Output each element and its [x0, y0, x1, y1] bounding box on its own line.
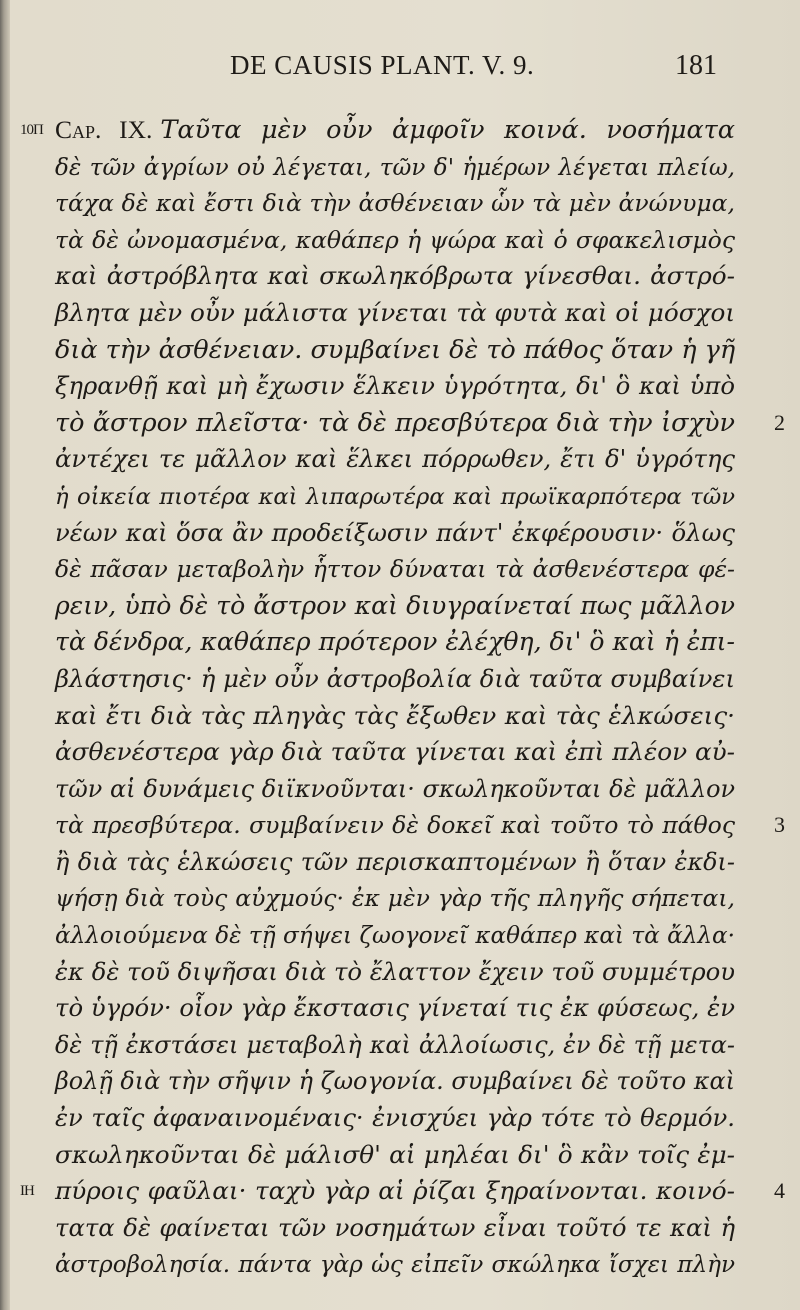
line-text: τὰ πρεσβύτερα. συμβαίνειν δὲ δοκεῖ καὶ τοῦτο τὸ πάθος	[55, 811, 735, 840]
line-text: ἀλλοιούμενα δὲ τῇ σήψει ζωογονεῖ καθάπερ καὶ τὰ ἄλλα·	[55, 923, 735, 950]
text-line	[55, 405, 785, 442]
line-text: τὰ δὲ ὠνομασμένα, καθάπερ ἡ ψώρα καὶ ὁ σφακελισμὸς	[55, 225, 735, 254]
line-text: ψήσῃ διὰ τοὺς αὐχμούς· ἐκ μὲν γὰρ τῆς πληγῆς σήπεται,	[55, 884, 735, 913]
text-line	[55, 880, 735, 917]
text-line	[55, 807, 785, 844]
line-text: ἡ οἰκεία πιοτέρα καὶ λιπαρωτέρα καὶ πρωϊκαρπότερα τῶν	[55, 483, 735, 510]
text-line	[55, 734, 735, 771]
line-text: Ταῦτα μὲν οὖν ἀμφοῖν κοινά. νοσήματα	[160, 115, 735, 145]
text-line	[55, 661, 735, 698]
line-text: ἀντέχει τε μᾶλλον καὶ ἕλκει πόρρωθεν, ἔτι δ' ὑγρότης	[55, 444, 735, 474]
text-line	[55, 1210, 735, 1247]
line-text: ρειν, ὑπὸ δὲ τὸ ἄστρον καὶ διυγραίνεταί πως μᾶλλον	[55, 590, 735, 620]
book-spine-edge	[0, 0, 10, 1310]
text-line	[55, 1100, 735, 1137]
text-line	[55, 1246, 735, 1283]
left-margin-note: ΙΗ	[20, 1183, 34, 1200]
line-text: βολῇ διὰ τὴν σῆψιν ἡ ζωογονία. συμβαίνει δὲ τοῦτο καὶ	[55, 1067, 735, 1096]
chapter-label: Cap. IX.	[55, 115, 153, 144]
line-text: βλητα μὲν οὖν μάλιστα γίνεται τὰ φυτὰ καὶ οἱ μόσχοι	[55, 297, 736, 327]
line-text: τὰ δένδρα, καθάπερ πρότερον ἐλέχθη, δι' ὃ καὶ ἡ ἐπι-	[55, 627, 735, 657]
text-line	[55, 515, 735, 552]
page-number: 181	[675, 50, 717, 81]
text-line	[55, 368, 735, 405]
text-line	[55, 917, 735, 954]
line-text: ἀστροβολησία. πάντα γὰρ ὡς εἰπεῖν σκώληκα ἴσχει πλὴν	[55, 1252, 735, 1279]
line-text: τὸ ἄστρον πλεῖστα· τὰ δὲ πρεσβύτερα διὰ τὴν ἰσχὺν	[55, 407, 735, 438]
line-text: ἢ διὰ τὰς ἑλκώσεις τῶν περισκαπτομένων ἢ ὅταν ἐκδι-	[55, 847, 735, 876]
text-line	[55, 258, 735, 295]
text-line	[55, 185, 735, 222]
line-text: ξηρανθῇ καὶ μὴ ἔχωσιν ἕλκειν ὑγρότητα, δι' ὃ καὶ ὑπὸ	[55, 371, 735, 401]
text-line	[20, 1173, 785, 1210]
line-text: καὶ ἔτι διὰ τὰς πληγὰς τὰς ἔξωθεν καὶ τὰς ἑλκώσεις·	[55, 700, 735, 730]
line-text: σκωληκοῦνται δὲ μάλισθ' αἱ μηλέαι δι' ὃ κἂν τοῖς ἐμ-	[55, 1139, 735, 1169]
line-text: δὲ πᾶσαν μεταβολὴν ἧττον δύναται τὰ ἀσθενέστερα φέ-	[55, 555, 735, 584]
text-line	[55, 698, 735, 735]
section-number: 4	[774, 1178, 785, 1204]
page-header	[0, 50, 800, 90]
text-line	[55, 1027, 735, 1064]
text-line	[55, 149, 735, 186]
text-line	[55, 588, 735, 625]
text-line	[55, 771, 735, 808]
line-text: διὰ τὴν ἀσθένειαν. συμβαίνει δὲ τὸ πάθος ὅταν ἡ γῆ	[55, 334, 736, 365]
text-line	[55, 551, 735, 588]
line-text: καὶ ἀστρόβλητα καὶ σκωληκόβρωτα γίνεσθαι. ἀστρό-	[55, 261, 735, 291]
text-line	[55, 1137, 735, 1174]
text-line	[55, 222, 735, 259]
line-text: ἐν ταῖς ἀφαναινομέναις· ἐνισχύει γὰρ τότε τὸ θερμόν.	[55, 1103, 735, 1133]
body-text	[20, 112, 785, 1283]
line-text: τὸ ὑγρόν· οἷον γὰρ ἔκστασις γίνεταί τις ἐκ φύσεως, ἐν	[55, 993, 735, 1023]
left-margin-note: 10Π	[20, 122, 43, 138]
text-line	[20, 112, 735, 149]
text-line	[55, 478, 735, 515]
text-line	[55, 441, 735, 478]
line-text: τατα δὲ φαίνεται τῶν νοσημάτων εἶναι τοῦτό τε καὶ ἡ	[55, 1212, 735, 1242]
line-text: βλάστησις· ἡ μὲν οὖν ἀστροβολία διὰ ταῦτα συμβαίνει	[55, 663, 735, 693]
text-line	[55, 1063, 735, 1100]
line-text: δὲ τῇ ἐκστάσει μεταβολὴ καὶ ἀλλοίωσις, ἐν δὲ τῇ μετα-	[55, 1030, 735, 1059]
line-text: ἀσθενέστερα γὰρ διὰ ταῦτα γίνεται καὶ ἐπὶ πλέον αὐ-	[55, 737, 735, 767]
line-text: νέων καὶ ὅσα ἂν προδείξωσιν πάντ' ἐκφέρουσιν· ὅλως	[55, 517, 735, 547]
line-text: ἐκ δὲ τοῦ διψῆσαι διὰ τὸ ἔλαττον ἔχειν τοῦ συμμέτρου	[55, 956, 736, 986]
line-text: δὲ τῶν ἀγρίων οὐ λέγεται, τῶν δ' ἡμέρων λέγεται πλείω,	[55, 154, 735, 181]
line-text: τῶν αἱ δυνάμεις διϊκνοῦνται· σκωληκοῦνται δὲ μᾶλλον	[55, 774, 735, 803]
running-title: DE CAUSIS PLANT. V. 9.	[230, 50, 535, 80]
line-text: πύροις φαῦλαι· ταχὺ γὰρ αἱ ῥίζαι ξηραίνονται. κοινό-	[55, 1176, 735, 1206]
section-number: 2	[774, 409, 785, 435]
section-number: 3	[774, 812, 785, 838]
text-line	[55, 844, 735, 881]
line-text: τάχα δὲ καὶ ἔστι διὰ τὴν ἀσθένειαν ὧν τὰ μὲν ἀνώνυμα,	[55, 189, 735, 218]
text-line	[55, 954, 735, 991]
text-line	[55, 624, 735, 661]
text-line	[55, 295, 735, 332]
text-line	[55, 332, 735, 369]
text-line	[55, 990, 735, 1027]
